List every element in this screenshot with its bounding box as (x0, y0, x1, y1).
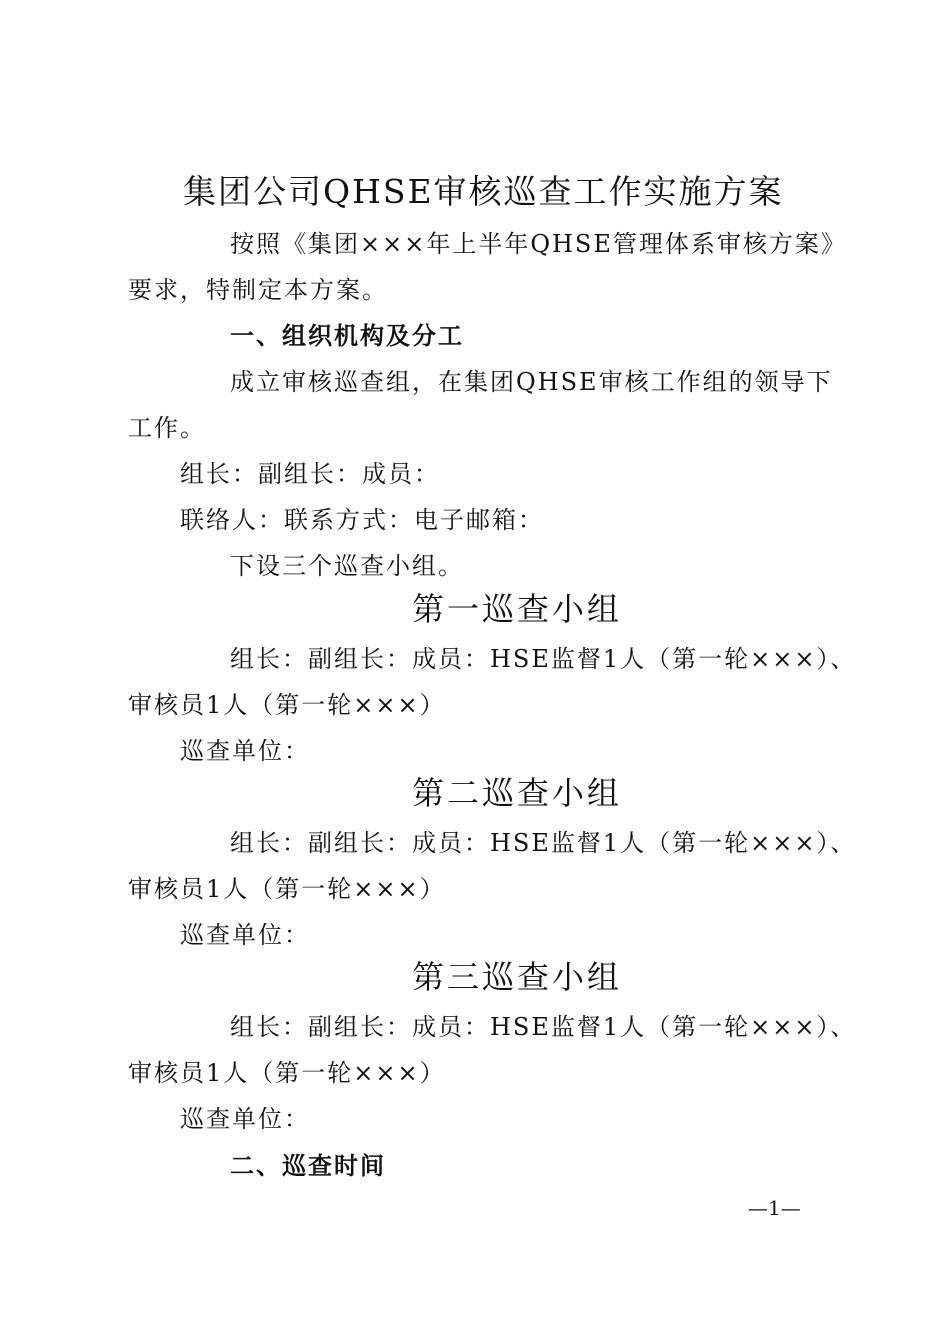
group-1-title: 第一巡查小组 (412, 590, 623, 628)
group-2-units: 巡查单位： (180, 921, 310, 949)
page-number: —1— (748, 1196, 801, 1220)
group-1-members-line-1: 组长：副组长：成员：HSE监督1人（第一轮×××）、 (230, 645, 857, 673)
group-3-units: 巡查单位： (180, 1105, 310, 1133)
section-1-heading: 一、组织机构及分工 (230, 322, 464, 350)
section-2-heading: 二、巡查时间 (230, 1152, 386, 1180)
section-1-para-line-1: 成立审核巡查组，在集团QHSE审核工作组的领导下 (230, 368, 833, 396)
group-3-members-line-1: 组长：副组长：成员：HSE监督1人（第一轮×××）、 (230, 1013, 857, 1041)
group-2-title: 第二巡查小组 (412, 774, 623, 812)
leaders-line: 组长：副组长：成员： (180, 460, 440, 488)
document-title: 集团公司QHSE审核巡查工作实施方案 (183, 172, 784, 211)
contact-line: 联络人：联系方式：电子邮箱： (180, 506, 544, 534)
group-2-members-line-2: 审核员1人（第一轮×××） (128, 875, 446, 903)
group-3-title: 第三巡查小组 (412, 958, 623, 996)
section-1-para-line-2: 工作。 (128, 414, 206, 442)
group-1-units: 巡查单位： (180, 737, 310, 765)
subgroups-intro: 下设三个巡查小组。 (230, 552, 464, 580)
intro-line-1: 按照《集团×××年上半年QHSE管理体系审核方案》 (230, 230, 847, 258)
group-3-members-line-2: 审核员1人（第一轮×××） (128, 1059, 446, 1087)
group-1-members-line-2: 审核员1人（第一轮×××） (128, 691, 446, 719)
intro-line-2: 要求，特制定本方案。 (128, 276, 388, 304)
group-2-members-line-1: 组长：副组长：成员：HSE监督1人（第一轮×××）、 (230, 829, 857, 857)
